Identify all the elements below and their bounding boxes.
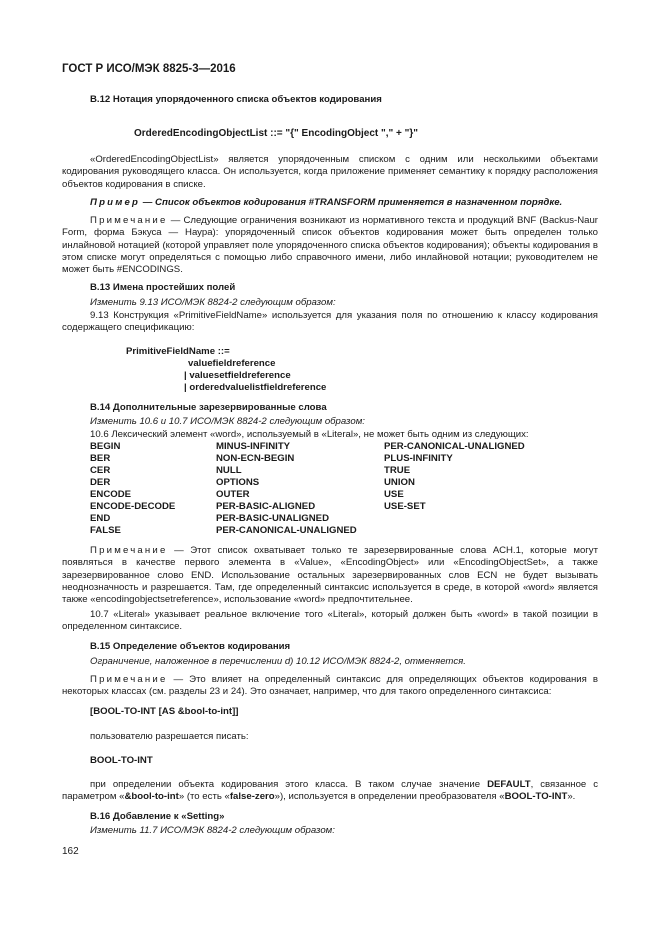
code-line: BOOL-TO-INT xyxy=(90,755,153,766)
reserved-word: END xyxy=(90,513,111,524)
note-label: Примечание xyxy=(90,674,168,685)
document-header: ГОСТ Р ИСО/МЭК 8825-3—2016 xyxy=(62,63,236,75)
section-b14-change: Изменить 10.6 и 10.7 ИСО/МЭК 8824-2 следующим образом: xyxy=(90,416,365,427)
text-run: »), используется в определении преобразователя « xyxy=(274,791,505,803)
section-b12-formula: OrderedEncodingObjectList ::= "{" EncodingObject "," + "}" xyxy=(134,128,419,139)
section-b13-paragraph: 9.13 Конструкция «PrimitiveFieldName» используется для указания поля по отношению к классу кодирования содержащего спецификацию: xyxy=(62,310,598,334)
page-number: 162 xyxy=(62,846,79,857)
grammar-line: | valuesetfieldreference xyxy=(184,370,291,381)
section-b15-restriction: Ограничение, наложенное в перечислении d) 10.12 ИСО/МЭК 8824-2, отменяется. xyxy=(90,656,466,667)
reserved-word: USE xyxy=(384,489,404,500)
section-b12-heading: В.12 Нотация упорядоченного списка объектов кодирования xyxy=(90,94,382,105)
section-b15-note xyxy=(62,674,598,699)
code-line: [BOOL-TO-INT [AS &bool-to-int]] xyxy=(90,706,239,717)
text-run-bold: DEFAULT xyxy=(487,779,531,790)
reserved-word: NON-ECN-BEGIN xyxy=(216,453,295,464)
reserved-word: CER xyxy=(90,465,111,476)
section-b14-paragraph: 10.6 Лексический элемент «word», используемый в «Literal», не может быть одним из следующих: xyxy=(90,429,529,440)
reserved-word: UNION xyxy=(384,477,415,488)
section-b16-heading: В.16 Добавление к «Setting» xyxy=(90,811,225,822)
reserved-word: PER-BASIC-ALIGNED xyxy=(216,501,316,512)
grammar-line: valuefieldreference xyxy=(188,358,276,369)
text-run: ». xyxy=(567,791,576,803)
text-run-bold: BOOL-TO-INT xyxy=(504,791,568,803)
reserved-word: BEGIN xyxy=(90,441,121,452)
text-run: » (то есть « xyxy=(178,791,230,803)
grammar-line: PrimitiveFieldName ::= xyxy=(126,346,230,357)
reserved-word: FALSE xyxy=(90,525,121,536)
text-run: при определении объекта кодирования этого класса. В таком случае значение xyxy=(90,779,488,790)
section-b14-heading: В.14 Дополнительные зарезервированные слова xyxy=(90,402,327,413)
reserved-word: PER-CANONICAL-UNALIGNED xyxy=(384,441,525,452)
note-text: — Это влияет на определенный синтаксис для определяющих объектов кодирования в некоторых классах (см. разделы 23 и 24). Это означает, например, что для такого определенного синтаксиса: xyxy=(62,674,598,698)
note-label: Примечание xyxy=(90,215,168,226)
section-b13-heading: В.13 Имена простейших полей xyxy=(90,282,236,293)
section-b15-allow: пользователю разрешается писать: xyxy=(90,731,249,742)
text-run: , связанное с параметром « xyxy=(62,779,598,803)
reserved-word: PER-BASIC-UNALIGNED xyxy=(216,513,329,524)
section-b12-paragraph: «OrderedEncodingObjectList» является упорядоченным списком с одним или несколькими объектами кодирования руководящего класса. Он используется, когда приложение применяет семантику к порядку расположения объектов кодирования в списке. xyxy=(62,154,598,190)
text-run-bold: false-zero xyxy=(229,791,275,803)
section-b16-change: Изменить 11.7 ИСО/МЭК 8824-2 следующим образом: xyxy=(90,825,335,836)
note-label: Примечание xyxy=(90,545,168,556)
reserved-word: OPTIONS xyxy=(216,477,260,488)
reserved-word: NULL xyxy=(216,465,242,476)
grammar-line: | orderedvaluelistfieldreference xyxy=(184,382,327,393)
section-b14-note xyxy=(62,545,598,606)
note-text: — Этот список охватывает только те зарезервированные слова АСН.1, которые могут появляться в качестве первого элемента в «Value», «EncodingObject» или «EncodingObjectSet», а также зарезервированное слово END. Использование остальных зарезервированных слов ECN не будет вызывать неоднозначность и разрешается. Там, где определенный синтаксис используется в среде, в которой «word» является также «encodingobjectsetreference», использование «word» предпочтительнее. xyxy=(62,545,598,606)
reserved-word: BER xyxy=(90,453,111,464)
reserved-word: DER xyxy=(90,477,111,488)
reserved-word: MINUS-INFINITY xyxy=(216,441,291,452)
section-b13-change: Изменить 9.13 ИСО/МЭК 8824-2 следующим образом: xyxy=(90,297,336,308)
example-text: — Список объектов кодирования #TRANSFORM применяется в назначенном порядке. xyxy=(140,197,563,208)
reserved-word: USE-SET xyxy=(384,501,426,512)
reserved-word: OUTER xyxy=(216,489,250,500)
text-run-bold: &bool-to-int xyxy=(124,791,179,803)
section-b12-note xyxy=(62,215,598,276)
note-text: — Следующие ограничения возникают из нормативного текста и продукций BNF (Backus-Naur Form, форма Бэкуса — Наура): упорядоченный список объектов кодирования может быть определен только инлайновой нотацией (которой управляет поле упорядоченного списка объектов кодирования); объекты кодирования в этом списке могут определяться с помощью либо справочного имени, либо инлайновой нотации; руководителем не может быть #ENCODINGS. xyxy=(62,215,598,276)
reserved-word: PER-CANONICAL-UNALIGNED xyxy=(216,525,357,536)
section-b14-paragraph-2: 10.7 «Literal» указывает реальное включение того «Literal», который должен быть «word» в такой позиции в определенном синтаксисе. xyxy=(62,609,598,633)
section-b15-paragraph xyxy=(62,779,598,804)
reserved-word: ENCODE-DECODE xyxy=(90,501,176,512)
reserved-word: ENCODE xyxy=(90,489,132,500)
example-label: Пример xyxy=(90,197,141,208)
reserved-word: PLUS-INFINITY xyxy=(384,453,453,464)
section-b12-example xyxy=(90,197,562,209)
section-b15-heading: В.15 Определение объектов кодирования xyxy=(90,641,291,652)
reserved-word: TRUE xyxy=(384,465,411,476)
